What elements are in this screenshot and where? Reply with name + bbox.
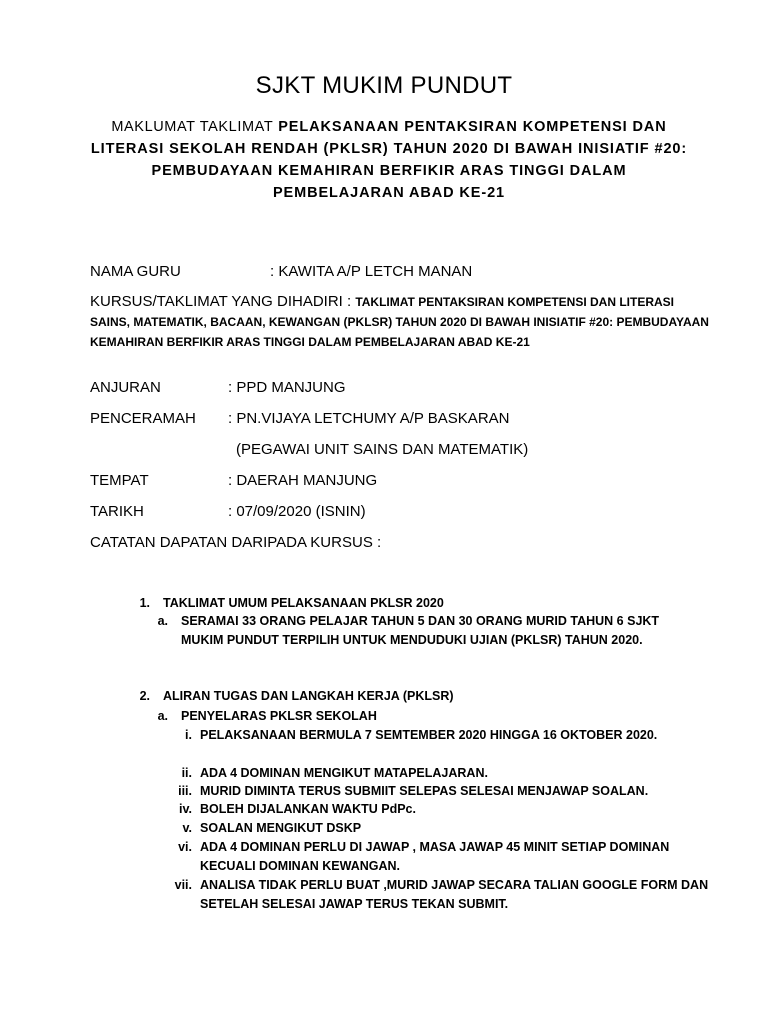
section-2-item-a-number: a.: [157, 709, 168, 723]
value-anjuran: : PPD MANJUNG: [228, 379, 346, 396]
section-2-number: 2.: [139, 689, 150, 703]
section-1-item-a-text: SERAMAI 33 ORANG PELAJAR TAHUN 5 DAN 30 ORANG MURID TAHUN 6 SJKT MUKIM PUNDUT TERPILIH UNTUK MENDUDUKI UJIAN (PKLSR) TAHUN 2020.: [181, 614, 660, 647]
value-tempat: : DAERAH MANJUNG: [228, 472, 378, 489]
subtitle-lead: MAKLUMAT TAKLIMAT: [111, 119, 274, 135]
value-nama-guru: : KAWITA A/P LETCH MANAN: [270, 263, 473, 280]
section-2-title: ALIRAN TUGAS DAN LANGKAH KERJA (PKLSR): [163, 689, 454, 703]
field-anjuran: [90, 378, 346, 398]
label-kursus: KURSUS/TAKLIMAT YANG DIHADIRI :: [90, 293, 356, 310]
section-1-title: TAKLIMAT UMUM PELAKSANAAN PKLSR 2020: [163, 596, 444, 610]
field-nama-guru: [90, 262, 473, 282]
label-catatan: CATATAN DAPATAN DARIPADA KURSUS :: [90, 534, 382, 551]
sub-item-iv-number: iv.: [179, 802, 192, 816]
document-subtitle: [84, 116, 694, 204]
label-anjuran: ANJURAN: [90, 379, 161, 396]
sub-item-ii-number: ii.: [181, 766, 192, 780]
value-penceramah: : PN.VIJAYA LETCHUMY A/P BASKARAN: [228, 410, 510, 427]
sub-item-vi-number: vi.: [178, 840, 192, 854]
value-tarikh: : 07/09/2020 (ISNIN): [228, 503, 366, 520]
value-penceramah-unit: (PEGAWAI UNIT SAINS DAN MATEMATIK): [236, 441, 529, 458]
school-name: SJKT MUKIM PUNDUT: [255, 72, 513, 99]
subtitle-bold: PELAKSANAAN PENTAKSIRAN KOMPETENSI DAN LITERASI SEKOLAH RENDAH (PKLSR) TAHUN 2020 DI BAWAH INISIATIF #20: PEMBUDAYAAN KEMAHIRAN BERFIKIR ARAS TINGGI DALAM PEMBELAJARAN ABAD KE-21: [90, 119, 688, 201]
field-kursus: [90, 292, 710, 352]
sub-item-ii-text: ADA 4 DOMINAN MENGIKUT MATAPELAJARAN.: [200, 766, 488, 780]
sub-item-v-number: v.: [182, 821, 192, 835]
field-tarikh: [90, 502, 366, 522]
label-tempat: TEMPAT: [90, 472, 149, 489]
label-tarikh: TARIKH: [90, 503, 144, 520]
sub-item-v-text: SOALAN MENGIKUT DSKP: [200, 821, 362, 835]
label-nama-guru: NAMA GURU: [90, 263, 181, 280]
value-kursus: TAKLIMAT PENTAKSIRAN KOMPETENSI DAN LITERASI SAINS, MATEMATIK, BACAAN, KEWANGAN (PKLSR) TAHUN 2020 DI BAWAH INISIATIF #20: PEMBUDAYAAN KEMAHIRAN BERFIKIR ARAS TINGGI DALAM PEMBELAJARAN ABAD KE-21: [90, 295, 709, 349]
sub-item-iii-number: iii.: [178, 784, 192, 798]
sub-item-i-text: PELAKSANAAN BERMULA 7 SEMTEMBER 2020 HINGGA 16 OKTOBER 2020.: [200, 728, 658, 742]
label-penceramah: PENCERAMAH: [90, 410, 196, 427]
sub-item-iii-text: MURID DIMINTA TERUS SUBMIIT SELEPAS SELESAI MENJAWAP SOALAN.: [200, 784, 649, 798]
sub-item-iv-text: BOLEH DIJALANKAN WAKTU PdPc.: [200, 802, 416, 816]
sub-item-vi-text: ADA 4 DOMINAN PERLU DI JAWAP , MASA JAWAP 45 MINIT SETIAP DOMINAN KECUALI DOMINAN KEWANGAN.: [200, 840, 670, 873]
field-tempat: [90, 471, 378, 491]
sub-item-i-number: i.: [185, 728, 192, 742]
section-1-number: 1.: [139, 596, 150, 610]
sub-item-vii-text: ANALISA TIDAK PERLU BUAT ,MURID JAWAP SECARA TALIAN GOOGLE FORM DAN SETELAH SELESAI JAWAP TERUS TEKAN SUBMIT.: [200, 878, 709, 911]
sub-item-vii-number: vii.: [174, 878, 192, 892]
field-penceramah: [90, 409, 510, 429]
section-2-item-a-text: PENYELARAS PKLSR SEKOLAH: [181, 709, 377, 723]
section-1-item-a-number: a.: [157, 614, 168, 628]
